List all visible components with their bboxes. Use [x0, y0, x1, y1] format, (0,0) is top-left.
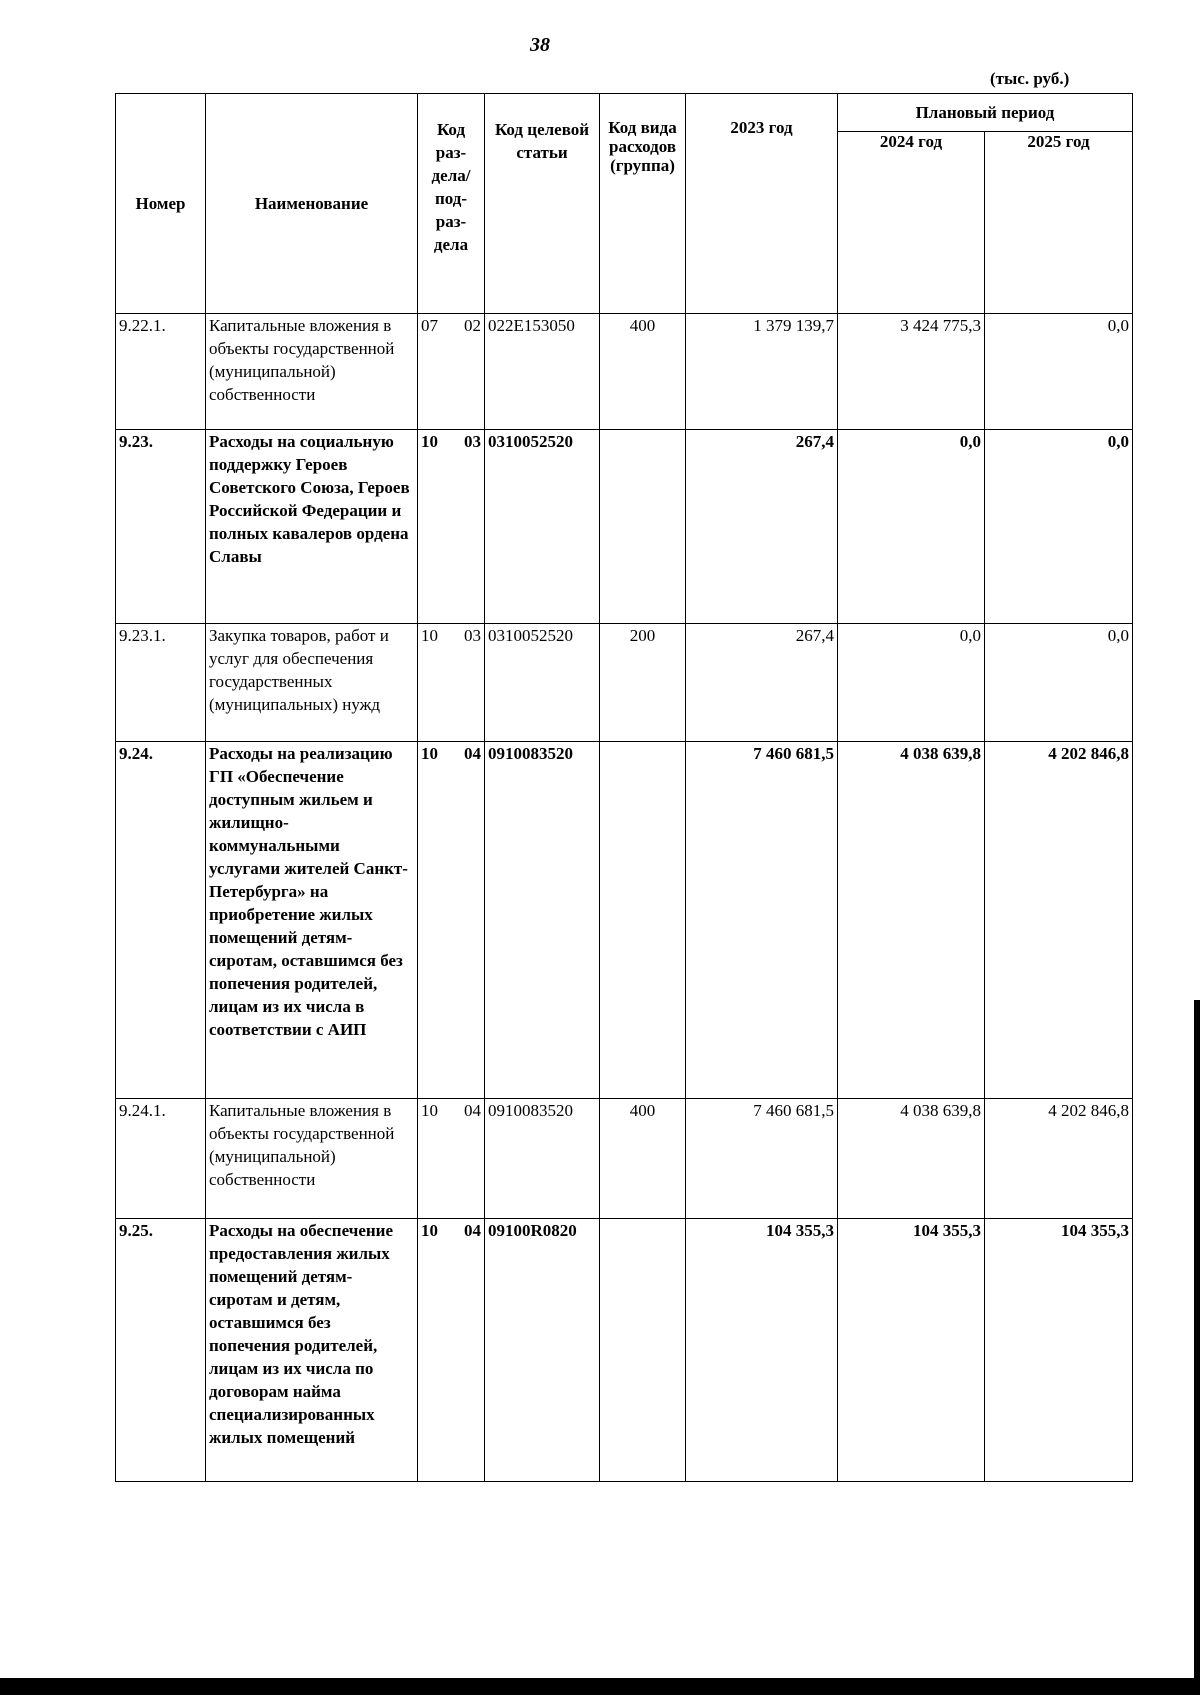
- header-name: Наименование: [206, 94, 418, 314]
- row-2023: 7 460 681,5: [686, 1099, 838, 1219]
- table-row: [116, 624, 1133, 742]
- row-expense-type: [600, 1219, 686, 1482]
- row-expense-type: 400: [600, 1099, 686, 1219]
- row-2024: 4 038 639,8: [838, 742, 985, 1099]
- subsection-code: 03: [464, 432, 481, 451]
- section-code: 10: [421, 744, 438, 763]
- row-name: Капитальные вложения в объекты государственной (муниципальной) собственности: [206, 1099, 418, 1219]
- table-row: [116, 1219, 1133, 1482]
- row-section-code: [418, 314, 485, 430]
- header-year-2025: 2025 год: [985, 132, 1133, 314]
- row-expense-type: [600, 430, 686, 624]
- row-2023: 267,4: [686, 430, 838, 624]
- row-target-code: 0910083520: [485, 742, 600, 1099]
- budget-table: [115, 93, 1133, 1482]
- row-number: 9.24.: [116, 742, 206, 1099]
- header-number: Номер: [116, 94, 206, 314]
- row-number: 9.23.: [116, 430, 206, 624]
- row-name: Расходы на реализацию ГП «Обеспечение доступным жильем и жилищно-коммунальными услугами жителей Санкт-Петербурга» на приобретение жилых помещений детям-сиротам, оставшимся без попечения родителей, лицам из их числа в соответствии с АИП: [206, 742, 418, 1099]
- table-row: [116, 742, 1133, 1099]
- subsection-code: 04: [464, 744, 481, 763]
- header-planned-period: Плановый период: [838, 94, 1133, 132]
- row-section-code: [418, 1099, 485, 1219]
- units-label: (тыс. руб.): [990, 69, 1070, 88]
- row-number: 9.23.1.: [116, 624, 206, 742]
- row-section-code: [418, 430, 485, 624]
- row-name: Закупка товаров, работ и услуг для обеспечения государственных (муниципальных) нужд: [206, 624, 418, 742]
- page-number: 38: [530, 34, 550, 56]
- section-code: 10: [421, 1101, 438, 1120]
- row-2024: 0,0: [838, 430, 985, 624]
- row-section-code: [418, 1219, 485, 1482]
- header-year-2024: 2024 год: [838, 132, 985, 314]
- header-year-2023: 2023 год: [686, 94, 838, 314]
- row-2023: 104 355,3: [686, 1219, 838, 1482]
- section-code: 10: [421, 432, 438, 451]
- row-number: 9.24.1.: [116, 1099, 206, 1219]
- table-row: [116, 430, 1133, 624]
- row-2025: 4 202 846,8: [985, 1099, 1133, 1219]
- row-number: 9.22.1.: [116, 314, 206, 430]
- scan-edge-right: [1194, 1000, 1200, 1680]
- row-2024: 0,0: [838, 624, 985, 742]
- section-code: 07: [421, 316, 438, 335]
- subsection-code: 02: [464, 316, 481, 335]
- table-row: [116, 1099, 1133, 1219]
- row-expense-type: [600, 742, 686, 1099]
- row-2024: 3 424 775,3: [838, 314, 985, 430]
- row-target-code: 0310052520: [485, 430, 600, 624]
- row-name: Расходы на обеспечение предоставления жилых помещений детям-сиротам и детям, оставшимся без попечения родителей, лицам из их числа по договорам найма специализированных жилых помещений: [206, 1219, 418, 1482]
- subsection-code: 04: [464, 1101, 481, 1120]
- subsection-code: 03: [464, 626, 481, 645]
- row-2024: 4 038 639,8: [838, 1099, 985, 1219]
- section-code: 10: [421, 626, 438, 645]
- row-section-code: [418, 742, 485, 1099]
- row-name: Капитальные вложения в объекты государственной (муниципальной) собственности: [206, 314, 418, 430]
- table-row: [116, 314, 1133, 430]
- row-number: 9.25.: [116, 1219, 206, 1482]
- row-2025: 0,0: [985, 314, 1133, 430]
- section-code: 10: [421, 1221, 438, 1240]
- row-target-code: 09100R0820: [485, 1219, 600, 1482]
- header-target-code: Код целевой статьи: [485, 94, 600, 314]
- header-section-code: Код раз-дела/ под-раз-дела: [418, 94, 485, 314]
- subsection-code: 04: [464, 1221, 481, 1240]
- row-2023: 267,4: [686, 624, 838, 742]
- row-2023: 1 379 139,7: [686, 314, 838, 430]
- row-2024: 104 355,3: [838, 1219, 985, 1482]
- row-target-code: 0910083520: [485, 1099, 600, 1219]
- row-expense-type: 400: [600, 314, 686, 430]
- row-2025: 0,0: [985, 430, 1133, 624]
- row-2025: 104 355,3: [985, 1219, 1133, 1482]
- row-expense-type: 200: [600, 624, 686, 742]
- row-target-code: 022Е153050: [485, 314, 600, 430]
- row-section-code: [418, 624, 485, 742]
- row-2025: 4 202 846,8: [985, 742, 1133, 1099]
- row-name: Расходы на социальную поддержку Героев Советского Союза, Героев Российской Федерации и полных кавалеров ордена Славы: [206, 430, 418, 624]
- row-target-code: 0310052520: [485, 624, 600, 742]
- row-2025: 0,0: [985, 624, 1133, 742]
- scan-edge-bottom: [0, 1678, 1200, 1695]
- header-expense-type: Код вида расходов (группа): [600, 94, 686, 314]
- row-2023: 7 460 681,5: [686, 742, 838, 1099]
